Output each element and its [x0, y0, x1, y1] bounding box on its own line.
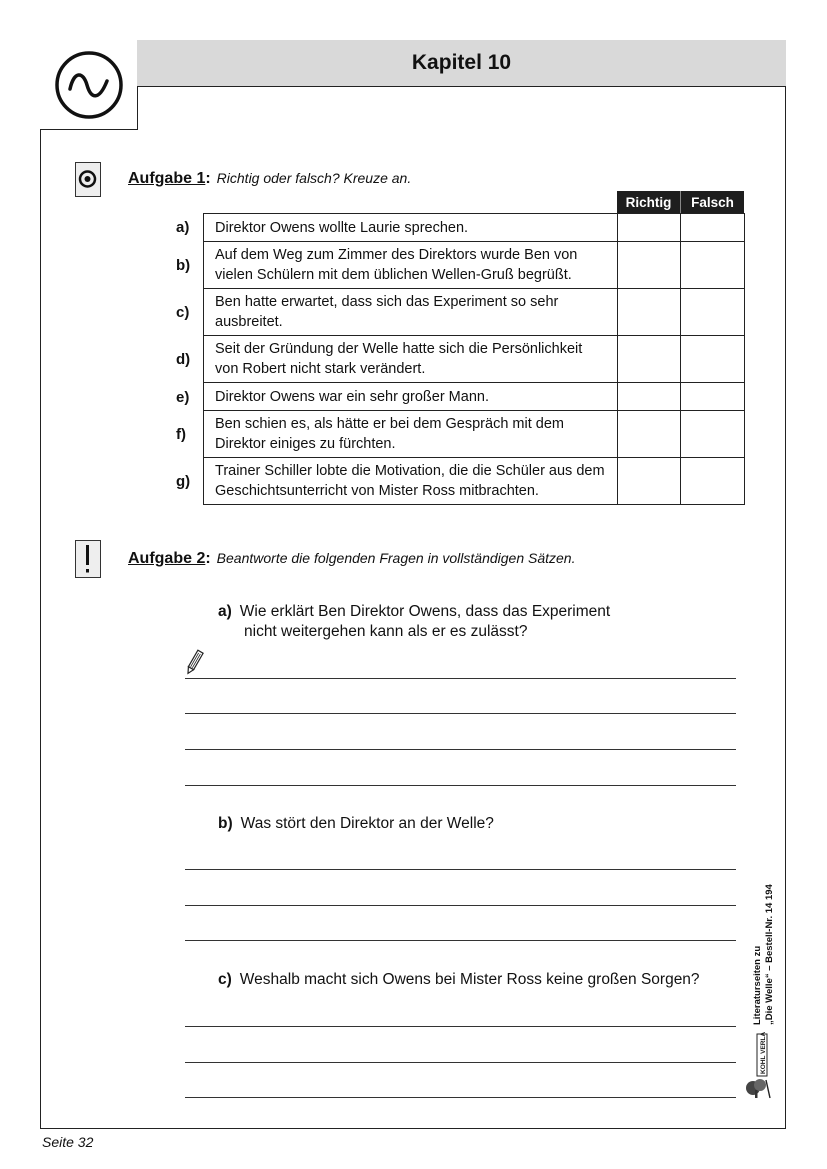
- checkbox-richtig[interactable]: [618, 289, 681, 336]
- row-letter-g: g): [176, 473, 191, 490]
- true-false-table: [203, 213, 745, 505]
- statement-text: Ben schien es, als hätte er bei dem Gespräch mit dem Direktor einiges zu fürchten.: [204, 411, 618, 458]
- svg-text:KOHL VERLAG: KOHL VERLAG: [760, 1032, 767, 1074]
- statement-text: Direktor Owens war ein sehr großer Mann.: [204, 383, 618, 411]
- row-letter-b: b): [176, 257, 191, 274]
- answer-line[interactable]: [185, 713, 736, 714]
- checkbox-richtig[interactable]: [618, 214, 681, 242]
- row-letter-d: d): [176, 351, 191, 368]
- row-letter-a: a): [176, 219, 190, 236]
- task1-heading: Aufgabe 1: Richtig oder falsch? Kreuze an.: [128, 170, 412, 187]
- answer-line[interactable]: [185, 940, 736, 941]
- table-row: [204, 383, 745, 411]
- task2-instruction: Beantworte die folgenden Fragen in vollständigen Sätzen.: [216, 550, 576, 566]
- page-number: Seite 32: [42, 1134, 94, 1150]
- publisher-logo: [742, 1032, 778, 1107]
- page-title: Kapitel 10: [137, 40, 786, 87]
- checkbox-falsch[interactable]: [681, 336, 745, 383]
- checkbox-richtig[interactable]: [618, 336, 681, 383]
- statement-text: Trainer Schiller lobte die Motivation, die die Schüler aus dem Geschichtsunterricht von Mister Ross mitbrachten.: [204, 458, 618, 505]
- answer-line[interactable]: [185, 1062, 736, 1063]
- question-c: c) Weshalb macht sich Owens bei Mister Ross keine großen Sorgen?: [218, 971, 700, 988]
- answer-line[interactable]: [185, 1026, 736, 1027]
- answer-line[interactable]: [185, 785, 736, 786]
- checkbox-richtig[interactable]: [618, 242, 681, 289]
- checkbox-falsch[interactable]: [681, 242, 745, 289]
- publisher-side-text: Literaturseiten zu „Die Welle“ – Bestell-Nr. 14 194: [752, 884, 775, 1025]
- table-row: [204, 336, 745, 383]
- checkbox-falsch[interactable]: [681, 289, 745, 336]
- question-a: a) Wie erklärt Ben Direktor Owens, dass das Experiment nicht weitergehen kann als er es zulässt?: [218, 603, 611, 640]
- row-letter-e: e): [176, 389, 190, 406]
- statement-text: Ben hatte erwartet, dass sich das Experiment so sehr ausbreitet.: [204, 289, 618, 336]
- task2-label: Aufgabe 2: [128, 550, 206, 567]
- table-row: [204, 458, 745, 505]
- checkbox-richtig[interactable]: [618, 458, 681, 505]
- task1-label: Aufgabe 1: [128, 170, 206, 187]
- statement-text: Auf dem Weg zum Zimmer des Direktors wurde Ben von vielen Schülern mit dem üblichen Wellen-Gruß begrüßt.: [204, 242, 618, 289]
- checkbox-falsch[interactable]: [681, 383, 745, 411]
- answer-line[interactable]: [185, 905, 736, 906]
- checkbox-falsch[interactable]: [681, 411, 745, 458]
- table-row: [204, 242, 745, 289]
- column-header-falsch: Falsch: [680, 191, 744, 214]
- checkbox-falsch[interactable]: [681, 458, 745, 505]
- answer-line[interactable]: [185, 749, 736, 750]
- checkbox-richtig[interactable]: [618, 411, 681, 458]
- chapter-logo: [40, 40, 138, 130]
- row-letter-f: f): [176, 426, 186, 443]
- checkbox-falsch[interactable]: [681, 214, 745, 242]
- tree-logo-icon: [742, 1032, 778, 1102]
- answer-line[interactable]: [185, 869, 736, 870]
- column-header-richtig: Richtig: [617, 191, 680, 214]
- wave-circle-icon: [53, 49, 125, 121]
- answer-line[interactable]: [185, 678, 736, 679]
- statement-text: Seit der Gründung der Welle hatte sich die Persönlichkeit von Robert nicht stark verändert.: [204, 336, 618, 383]
- task1-instruction: Richtig oder falsch? Kreuze an.: [216, 170, 412, 186]
- row-letter-c: c): [176, 304, 190, 321]
- checkbox-richtig[interactable]: [618, 383, 681, 411]
- task2-heading: Aufgabe 2: Beantworte die folgenden Fragen in vollständigen Sätzen.: [128, 550, 576, 567]
- question-b: b) Was stört den Direktor an der Welle?: [218, 815, 494, 832]
- statement-text: Direktor Owens wollte Laurie sprechen.: [204, 214, 618, 242]
- table-row: [204, 214, 745, 242]
- pencil-icon: [184, 648, 204, 678]
- exclamation-icon: [75, 540, 101, 578]
- target-icon: [75, 162, 101, 197]
- answer-line[interactable]: [185, 1097, 736, 1098]
- table-row: [204, 411, 745, 458]
- table-row: [204, 289, 745, 336]
